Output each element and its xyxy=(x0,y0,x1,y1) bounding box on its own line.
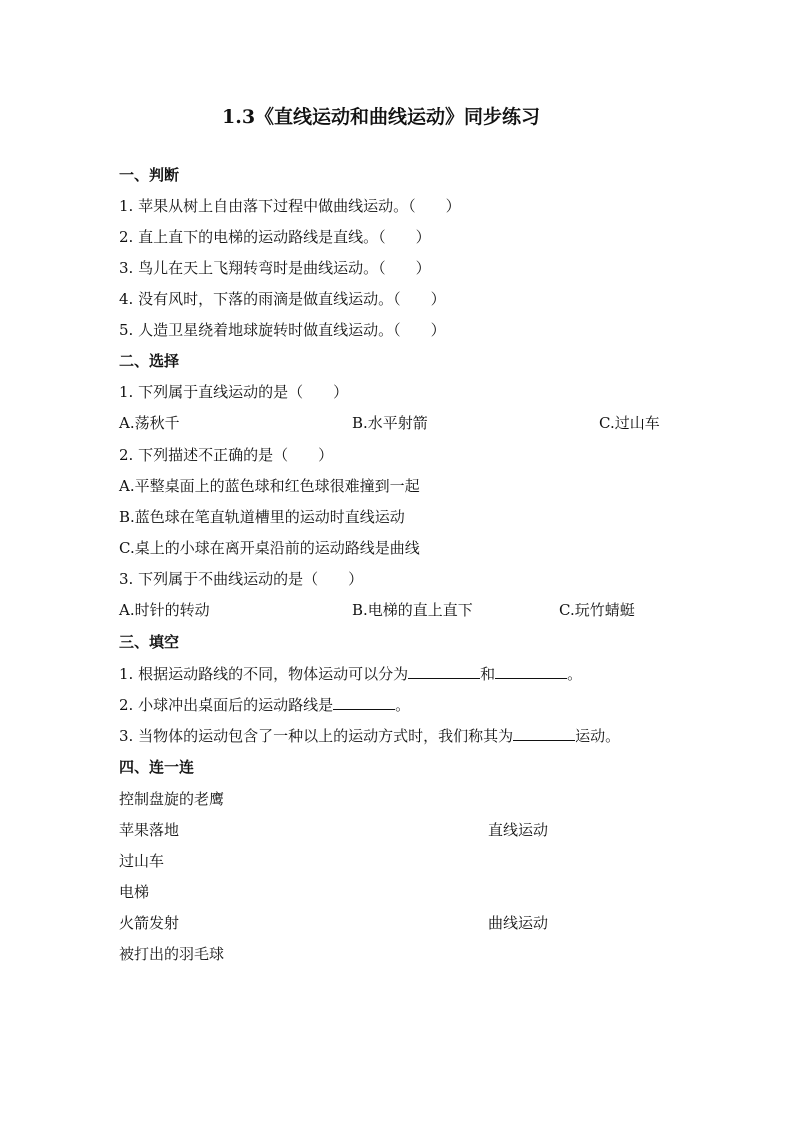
fill-q1-connector: 和 xyxy=(480,665,496,683)
judge-item-5: 5. 人造卫星绕着地球旋转时做直线运动。（ ） xyxy=(119,321,446,339)
choice-q1-option-c: C.过山车 xyxy=(599,414,660,432)
section-heading-choice: 二、选择 xyxy=(119,352,180,370)
match-right-item-2[interactable]: 曲线运动 xyxy=(488,914,549,932)
choice-q1-stem: 1. 下列属于直线运动的是（ ） xyxy=(119,383,349,401)
match-right-item-1[interactable]: 直线运动 xyxy=(488,821,549,839)
fill-q1-blank-1[interactable] xyxy=(408,664,480,679)
fill-q2 xyxy=(119,695,410,714)
fill-q1 xyxy=(119,664,582,683)
match-left-item-5[interactable]: 火箭发射 xyxy=(119,914,180,932)
match-left-item-3[interactable]: 过山车 xyxy=(119,852,165,870)
match-left-item-4[interactable]: 电梯 xyxy=(119,883,150,901)
section-heading-match: 四、连一连 xyxy=(119,758,195,776)
fill-q2-end: 。 xyxy=(395,696,411,714)
fill-q1-blank-2[interactable] xyxy=(495,664,567,679)
fill-q2-text: 2. 小球冲出桌面后的运动路线是 xyxy=(119,696,334,714)
choice-q2-option-b: B.蓝色球在笔直轨道槽里的运动时直线运动 xyxy=(119,508,405,526)
fill-q3-blank[interactable] xyxy=(513,726,575,741)
fill-q1-text: 1. 根据运动路线的不同，物体运动可以分为 xyxy=(119,665,409,683)
fill-q3-end: 运动。 xyxy=(575,727,621,745)
match-left-item-1[interactable]: 控制盘旋的老鹰 xyxy=(119,790,225,808)
choice-q1-option-a: A.荡秋千 xyxy=(119,414,180,432)
judge-item-1: 1. 苹果从树上自由落下过程中做曲线运动。（ ） xyxy=(119,197,461,215)
choice-q3-stem: 3. 下列属于不曲线运动的是（ ） xyxy=(119,570,364,588)
choice-q1-option-b: B.水平射箭 xyxy=(352,414,428,432)
choice-q3-option-b: B.电梯的直上直下 xyxy=(352,601,473,619)
choice-q3-option-a: A.时针的转动 xyxy=(119,601,210,619)
judge-item-3: 3. 鸟儿在天上飞翔转弯时是曲线运动。（ ） xyxy=(119,259,431,277)
section-heading-judge: 一、判断 xyxy=(119,166,180,184)
fill-q2-blank[interactable] xyxy=(333,695,395,710)
fill-q1-end: 。 xyxy=(567,665,583,683)
page-title: 1.3《直线运动和曲线运动》同步练习 xyxy=(222,106,541,128)
judge-item-2: 2. 直上直下的电梯的运动路线是直线。（ ） xyxy=(119,228,431,246)
choice-q2-stem: 2. 下列描述不正确的是（ ） xyxy=(119,446,334,464)
section-heading-fill: 三、填空 xyxy=(119,633,180,651)
match-left-item-6[interactable]: 被打出的羽毛球 xyxy=(119,945,225,963)
judge-item-4: 4. 没有风时，下落的雨滴是做直线运动。（ ） xyxy=(119,290,446,308)
choice-q2-option-a: A.平整桌面上的蓝色球和红色球很难撞到一起 xyxy=(119,477,420,495)
fill-q3 xyxy=(119,726,620,745)
fill-q3-text: 3. 当物体的运动包含了一种以上的运动方式时，我们称其为 xyxy=(119,727,514,745)
choice-q2-option-c: C.桌上的小球在离开桌沿前的运动路线是曲线 xyxy=(119,539,420,557)
match-left-item-2[interactable]: 苹果落地 xyxy=(119,821,180,839)
choice-q3-option-c: C.玩竹蜻蜓 xyxy=(559,601,635,619)
